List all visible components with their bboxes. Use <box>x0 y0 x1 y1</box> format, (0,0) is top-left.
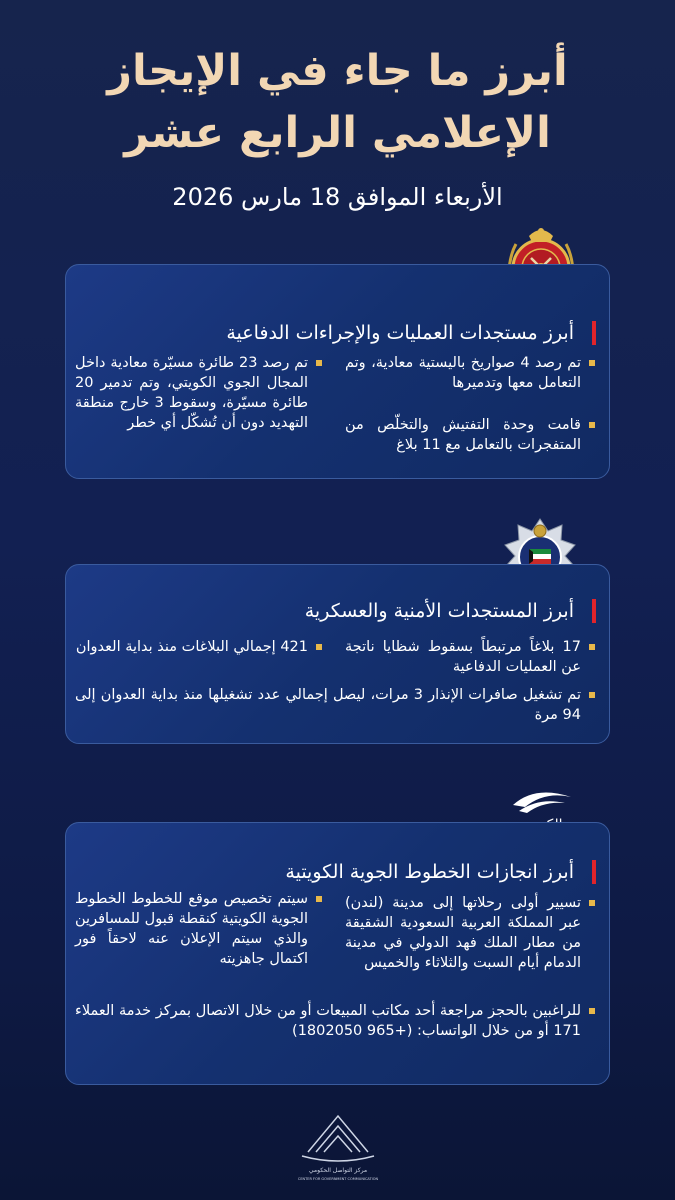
list-item: تم تشغيل صافرات الإنذار 3 مرات، ليصل إجمالي عدد تشغيلها منذ بداية العدوان إلى 94 مرة <box>75 685 595 725</box>
defense-left-column <box>75 353 322 433</box>
footer-logo-arabic: مركز التواصل الحكومي <box>308 1167 368 1174</box>
security-right-column <box>345 637 595 677</box>
list-item: 421 إجمالي البلاغات منذ بداية العدوان <box>75 637 322 657</box>
footer-logo-english: CENTER FOR GOVERNMENT COMMUNICATION <box>297 1177 379 1181</box>
airways-right-column <box>345 893 595 973</box>
list-item: تسيير أولى رحلاتها إلى مدينة (لندن) عبر المملكة العربية السعودية الشقيقة من مطار الملك فهد الدولي في مدينة الدمام أيام السبت والثلاثاء والخميس <box>345 893 595 973</box>
list-item: تم رصد 23 طائرة مسيّرة معادية داخل المجال الجوي الكويتي، وتم تدمير 20 طائرة مسيّرة، وسقوط 3 خارج منطقة التهديد دون أن تُشكّل أي خطر <box>75 353 322 433</box>
list-item: قامت وحدة التفتيش والتخلّص من المتفجرات بالتعامل مع 11 بلاغ <box>345 415 595 455</box>
airways-left-column <box>75 889 322 969</box>
list-item: للراغبين بالحجز مراجعة أحد مكاتب المبيعات أو من خلال الاتصال بمركز خدمة العملاء 171 أو من خلال الواتساب: (+965 1802050) <box>75 1001 595 1041</box>
section-title-airways: أبرز انجازات الخطوط الجوية الكويتية <box>285 860 596 884</box>
page-title <box>0 40 675 164</box>
government-communication-center-logo-icon <box>288 1112 388 1188</box>
security-left-column <box>75 637 322 657</box>
section-card-airways <box>65 822 610 1085</box>
list-item: تم رصد 4 صواريخ باليستية معادية، وتم التعامل معها وتدميرها <box>345 353 595 393</box>
title-line-2: الإعلامي الرابع عشر <box>124 108 551 158</box>
section-title-defense: أبرز مستجدات العمليات والإجراءات الدفاعية <box>226 321 596 345</box>
security-full-row <box>75 685 595 725</box>
list-item: سيتم تخصيص موقع للخطوط الخطوط الجوية الكويتية كنقطة قبول للمسافرين والذي سيتم الإعلان عنه لاحقاً فور اكتمال جاهزيته <box>75 889 322 969</box>
date-line: الأربعاء الموافق 18 مارس 2026 <box>172 183 503 211</box>
section-card-defense <box>65 264 610 479</box>
defense-right-column <box>345 353 595 455</box>
title-line-1: أبرز ما جاء في الإيجاز <box>107 46 568 96</box>
section-card-security <box>65 564 610 744</box>
section-title-security: أبرز المستجدات الأمنية والعسكرية <box>305 599 596 623</box>
airways-full-row <box>75 1001 595 1041</box>
list-item: 17 بلاغاً مرتبطاً بسقوط شظايا ناتجة عن العمليات الدفاعية <box>345 637 595 677</box>
